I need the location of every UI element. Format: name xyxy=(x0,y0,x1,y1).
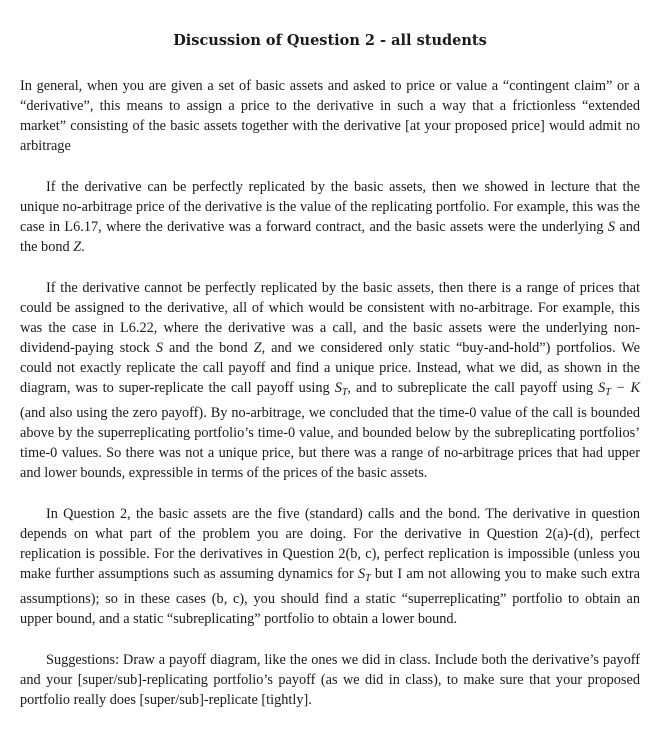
document-page xyxy=(20,24,640,731)
math-subscript-T: T xyxy=(605,387,611,398)
math-S: S xyxy=(607,219,616,235)
page-title: Discussion of Question 2 - all students xyxy=(173,32,487,49)
math-S-T: S xyxy=(334,380,342,396)
math-subscript-T: T xyxy=(365,573,371,584)
math-Z: Z xyxy=(253,340,262,356)
text-run: , and to subreplicate the call payoff using xyxy=(347,380,599,396)
paragraph-question-2 xyxy=(20,504,640,629)
text-run: (and also using the zero payoff). By no-arbitrage, we concluded that the time-0 value of the call is bounded above by the superreplicating portfolio’s time-0 value, and bounded below by the subreplicating portfolios’ time-0 values. So there was not a unique price, but there was a range of no-arbitrage prices that had upper and lower bounds, expressible in terms of the prices of the basic assets. xyxy=(20,405,640,481)
text-run: and the bond xyxy=(20,219,640,255)
text-run: If the derivative can be perfectly replicated by the basic assets, then we showed in lecture that the unique no-arbitrage price of the derivative is the value of the replicating portfolio. For example, this was the case in L6.17, where the derivative was a forward contract, and the basic assets were the underlying xyxy=(20,179,640,235)
text-run: . xyxy=(81,239,85,255)
math-minus-K: − K xyxy=(610,380,641,396)
paragraph-suggestions: Suggestions: Draw a payoff diagram, like the ones we did in class. Include both the derivative’s payoff and your [super/sub]-replicating portfolio’s payoff (as we did in class), to make sure that your proposed portfolio really does [super/sub]-replicate [tightly]. xyxy=(20,652,640,708)
text-run: , and we considered only static “buy-and-hold”) portfolios. We could not exactly replicate the call payoff and find a unique price. Instead, what we did, as shown in the diagram, was to super-replicate the call payoff using xyxy=(20,340,640,396)
text-run: In Question 2, the basic assets are the five (standard) calls and the bond. The derivative in question depends on what part of the problem you are doing. For the derivative in Question 2(a)-(d), perfect replication is possible. For the derivatives in Question 2(b, c), perfect replication is impossible (unless you make further assumptions such as assuming dynamics for xyxy=(20,506,640,582)
math-S-T: S xyxy=(598,380,606,396)
paragraph-perfect-replication xyxy=(20,177,640,257)
text-run: and the bond xyxy=(163,340,254,356)
math-S: S xyxy=(155,340,164,356)
paragraph-intro: In general, when you are given a set of basic assets and asked to price or value a “contingent claim” or a “derivative”, this means to assign a price to the derivative in such a way that a frictionless “extended market” consisting of the basic assets together with the derivative [at your proposed price] would admit no arbitrage xyxy=(20,78,640,154)
paragraph-no-perfect-replication xyxy=(20,278,640,483)
text-run: but I am not allowing you to make such extra assumptions); so in these cases (b, c), you should find a static “superreplicating” portfolio to obtain an upper bound, and a static “subreplicating” portfolio to obtain a lower bound. xyxy=(20,566,640,627)
math-subscript-T: T xyxy=(341,387,348,398)
text-run: If the derivative cannot be perfectly replicated by the basic assets, then there is a range of prices that could be assigned to the derivative, all of which would be consistent with no-arbitrage. For example, this was the case in L6.22, where the derivative was a call, and the basic assets were the underlying non-dividend-paying stock xyxy=(20,280,640,356)
math-Z: Z xyxy=(73,239,82,255)
math-S-T: S xyxy=(357,566,366,582)
